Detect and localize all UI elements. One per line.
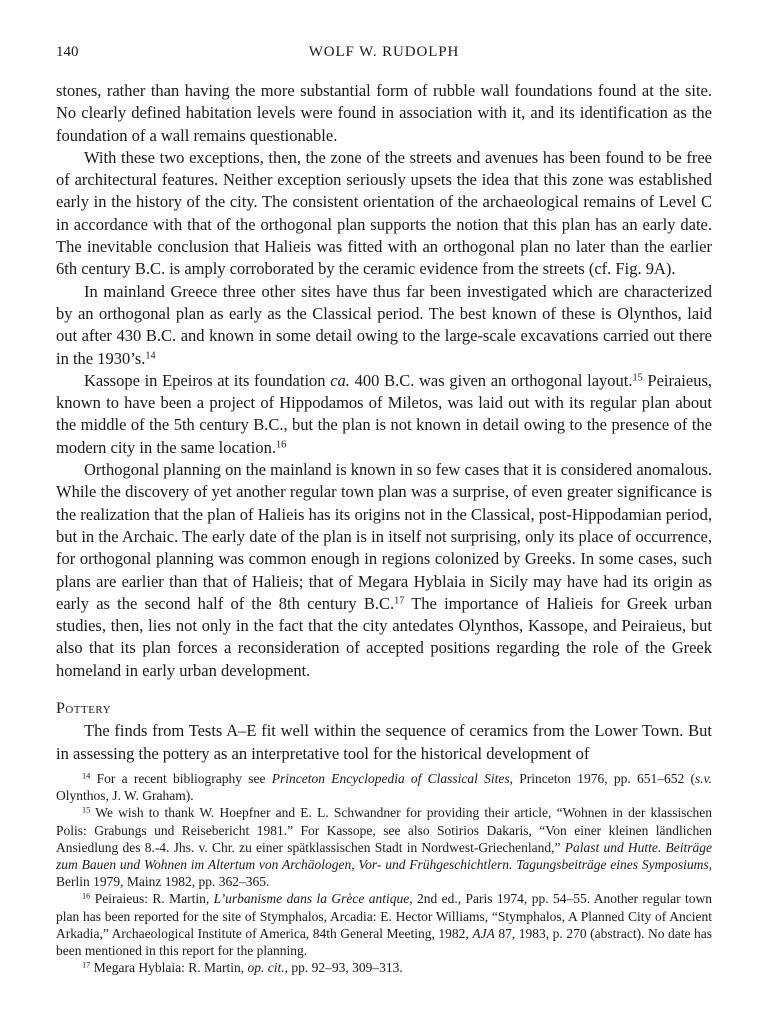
paragraph-1: stones, rather than having the more substantial form of rubble wall foundations found at the site. No clearly defined habitation levels were found in association with it, and its identification as the foundation of a wall remains questionable. <box>56 81 712 145</box>
footnote-15: $^{15}$ We wish to thank W. Hoepfner and E. L. Schwandner for providing their article, “Wohnen in der klassischen Polis: Grabungs und Reisebericht 1981.” For Kassope, see also Sotirios Dakaris, “Von einer kleinen ländlichen Ansiedlung des 8.-4. Jhs. v. Chr. zu einer spätklassischen Stadt in Nordwest-Griechenland,” Palast und Hutte. Beiträge zum Bauen und Wohnen im Altertum von Archäologen, Vor- und Frühgeschichtlern. Tagungsbeiträge eines Symposiums, Berlin 1979, Mainz 1982, pp. 362–365. <box>56 805 712 890</box>
paragraph-6: The finds from Tests A–E fit well within the sequence of ceramics from the Lower Town. But in assessing the pottery as an interpretative tool for the historical development of <box>56 721 712 763</box>
page-number: 140 <box>56 44 79 60</box>
section-heading-pottery: Pottery <box>56 700 112 718</box>
running-title: WOLF W. RUDOLPH <box>308 44 460 60</box>
footnote-ref-17[interactable]: 17 <box>394 595 405 607</box>
footnote-ref-15[interactable]: 15 <box>632 372 643 384</box>
paragraph-2: With these two exceptions, then, the zone of the streets and avenues has been found to be free of architectural features. Neither exception seriously upsets the idea that this zone was established early in the history of the city. The consistent orientation of the archaeological remains of Level C in accordance with that of the orthogonal plan supports the notion that this plan has an early date. The inevitable conclusion that Halieis was fitted with an orthogonal plan no later than the earlier 6th century B.C. is amply corroborated by the ceramic evidence from the streets (cf. Fig. 9A). <box>56 147 712 279</box>
footnote-17: $^{17}$ Megara Hyblaia: R. Martin, op. cit., pp. 92–93, 309–313. <box>82 960 403 976</box>
paragraph-5: Orthogonal planning on the mainland is known in so few cases that it is considered anomalous. While the discovery of yet another regular town plan was a surprise, of even greater significance is the realization that the plan of Halieis has its origins not in the Classical, post-Hippodamian period, but in the Archaic. The early date of the plan is in itself not surprising, only its place of occurrence, for orthogonal planning was common enough in regions colonized by Greeks. In some cases, such plans are earlier than that of Halieis; that of Megara Hyblaia in Sicily may have had its origin as early as the second half of the 8th century B.C.$^{17}$ The importance of Halieis for Greek urban studies, then, lies not only in the fact that the city antedates Olynthos, Kassope, and Peiraieus, but also that its plan forces a reconsideration of accepted positions regarding the role of the Greek homeland in early urban development. <box>56 460 713 680</box>
footnote-ref-14[interactable]: 14 <box>145 349 156 361</box>
footnote-16: $^{16}$ Peiraieus: R. Martin, L’urbanisme dans la Grèce antique, 2nd ed., Paris 1974, pp. 54–55. Another regular town plan has been reported for the site of Stymphalos, Arcadia: E. Hector Williams, “Stymphalos, A Planned City of Ancient Arkadia,” Archaeological Institute of America, 84th General Meeting, 1982, AJA 87, 1983, p. 270 (abstract). No date has been mentioned in this report for the planning. <box>56 891 712 959</box>
running-head <box>56 44 712 64</box>
paragraph-3: In mainland Greece three other sites have thus far been investigated which are characterized by an orthogonal plan as early as the Classical period. The best known of these is Olynthos, laid out after 430 B.C. and known in some detail owing to the large-scale excavations carried out there in the 1930’s.$^{14}$ <box>56 281 712 368</box>
footnote-ref-16[interactable]: 16 <box>275 439 287 451</box>
footnotes <box>56 770 712 976</box>
body-text <box>56 80 712 765</box>
paragraph-4: Kassope in Epeiros at its foundation ca. 400 B.C. was given an orthogonal layout.$^{15}$ Peiraieus, known to have been a project of Hippodamos of Miletos, was laid out with its regular plan about the middle of the 5th century B.C., but the plan is not known in detail owing to the presence of the modern city in the same location.$^{16}$ <box>56 370 713 457</box>
bc-abbreviation: B.C. <box>134 259 166 279</box>
footnote-14: $^{14}$ For a recent bibliography see Princeton Encyclopedia of Classical Sites, Princeton 1976, pp. 651–652 (s.v. Olynthos, J. W. Graham). <box>56 771 712 804</box>
